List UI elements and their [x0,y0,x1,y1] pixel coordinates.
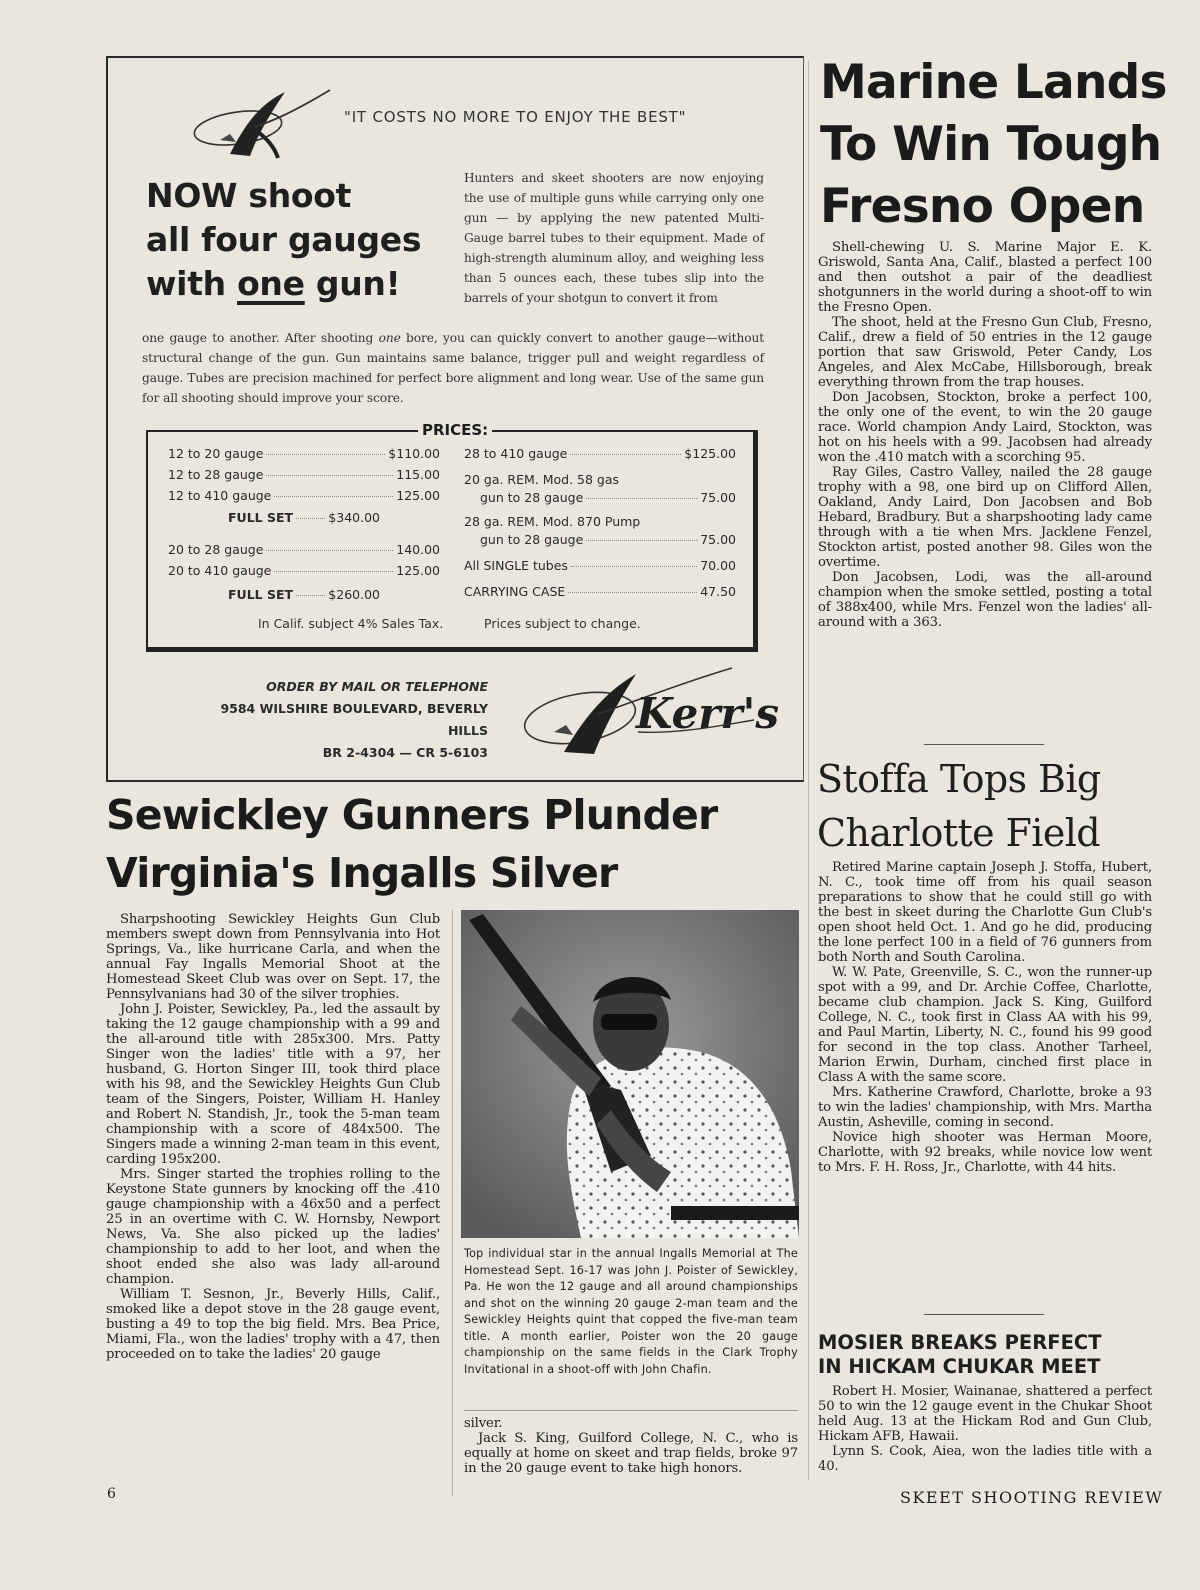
price-label: All SINGLE tubes [464,558,568,573]
ad-intro-text: Hunters and skeet shooters are now enjoying the use of multiple guns while carrying only one gun — by applying the new patented Multi-Gauge barrel tubes to their equipment. Made of high-strength aluminum alloy, and weighing less than 5 ounces each, these tubes slip into the barrels of your shotgun to convert it from [464,171,764,305]
paragraph: Retired Marine captain Joseph J. Stoffa, Hubert, N. C., took time off from his quail season preparations to show that he could still go with the best in skeet during the Charlotte Gun Club's open shoot held Oct. 1. And go he did, producing the lone perfect 100 in a field of 76 gunners from both North and South Carolina. [818,860,1152,965]
ad-headline [146,174,421,306]
logo-wordmark: Kerr's [636,689,780,738]
price-value: 125.00 [396,563,440,578]
price-value: 115.00 [396,467,440,482]
price-row [168,563,440,578]
ad-headline-line: NOW shoot [146,176,352,215]
column-divider [808,60,809,1480]
price-value: 70.00 [700,558,736,573]
price-value: 75.00 [700,532,736,547]
paragraph: Don Jacobsen, Lodi, was the all-around champion when the smoke settled, posting a total of 388x400, while Mrs. Fenzel won the ladies' all-around with a 363. [818,570,1152,630]
ad-body-emphasis: one [378,331,401,345]
page-number: 6 [107,1486,116,1502]
price-row [464,558,736,573]
price-label: 12 to 20 gauge [168,446,264,461]
headline-line: MOSIER BREAKS PERFECT [818,1331,1102,1354]
price-value: 47.50 [700,584,736,599]
headline-line: Fresno Open [820,179,1145,234]
paragraph: Lynn S. Cook, Aiea, won the ladies title with a 40. [818,1444,1152,1474]
price-value: $125.00 [684,446,736,461]
ad-body-fragment: bore, you can quickly convert to another gauge—without structural change of the gun. Gun maintains same balance, trigger pull and weight regardless of gauge. Tubes are precision machined for perfect bore alignment and long wear. Use of the same gun for all shooting should improve your score. [142,331,764,405]
paragraph: Robert H. Mosier, Wainanae, shattered a perfect 50 to win the 12 gauge event in the Chukar Shoot held Aug. 13 at the Hickam Rod and Gun Club, Hickam AFB, Hawaii. [818,1384,1152,1444]
price-value: 125.00 [396,488,440,503]
price-value: 140.00 [396,542,440,557]
stoffa-article-body [818,860,1152,1175]
headline-fragment: gun! [304,264,401,303]
ad-headline-line: all four gauges [146,220,422,259]
paragraph: Don Jacobsen, Stockton, broke a perfect 100, the only one of the event, to win the 20 gauge race. World champion Andy Laird, Stockton, was hot on his heels with a 99. Jacobsen had already won the .410 match with a scorching 95. [818,390,1152,465]
price-label: 12 to 28 gauge [168,467,264,482]
price-row [168,488,440,503]
price-value: 75.00 [700,490,736,505]
headline-fragment: with [146,264,238,303]
ad-body-text [142,328,764,408]
price-label: 20 ga. REM. Mod. 58 gas [464,472,620,487]
sewickley-article-continuation [464,1416,798,1476]
article-separator [924,744,1044,745]
order-phones: BR 2-4304 — CR 5-6103 [322,745,488,760]
order-address: 9584 WILSHIRE BOULEVARD, BEVERLY HILLS [220,701,488,738]
mosier-headline [818,1331,1148,1379]
shooter-photo [461,910,799,1238]
price-label: 28 to 410 gauge [464,446,568,461]
headline-underlined-word: one [237,264,305,303]
price-row-label-line [464,472,736,487]
order-info [188,676,488,764]
price-label: gun to 28 gauge [480,532,584,547]
price-value: $340.00 [328,510,380,525]
tax-note: In Calif. subject 4% Sales Tax. [258,616,444,631]
ad-tagline: "IT COSTS NO MORE TO ENJOY THE BEST" [344,108,687,126]
price-row [168,467,440,482]
headline-line: Virginia's Ingalls Silver [106,849,618,897]
paragraph: Mrs. Katherine Crawford, Charlotte, broke a 93 to win the ladies' championship, with Mrs. Martha Austin, Asheville, coming in second. [818,1085,1152,1130]
price-label: FULL SET [228,587,294,602]
paragraph: W. W. Pate, Greenville, S. C., won the runner-up spot with a 99, and Dr. Archie Coffee, Charlotte, became club champion. Jack S. King, Guilford College, N. C., took first in Class AA with his 99, and Paul Martin, Liberty, N. C., found his 99 good for second in the top class. Another Tarheel, Marion Erwin, Durham, cinched first place in Class A with the same score. [818,965,1152,1085]
caption-separator [464,1410,798,1411]
price-label: FULL SET [228,510,294,525]
mosier-article-body [818,1384,1152,1474]
ad-headline-line [146,262,421,306]
kerrs-script-logo [518,662,780,758]
sewickley-article-body [106,912,440,1362]
price-row [480,532,736,547]
price-change-note: Prices subject to change. [484,616,641,631]
continued-word: silver. [464,1416,503,1431]
price-row [168,542,440,557]
price-value: $260.00 [328,587,380,602]
column-divider [452,910,453,1496]
price-label: CARRYING CASE [464,584,566,599]
headline-line: Sewickley Gunners Plunder [106,791,718,839]
paragraph: Ray Giles, Castro Valley, nailed the 28 gauge trophy with a 98, one bird up on Clifford Allen, Oakland, Andy Laird, Don Jacobsen and Bob Hebard, Bradbury. But a sharpshooting lady came through with a tie when Mrs. Jacklene Fenzel, Stockton artist, posted another 98. Giles won the overtime. [818,465,1152,570]
headline-line: Charlotte Field [817,811,1100,855]
price-value: $110.00 [388,446,440,461]
price-label: 20 to 410 gauge [168,563,272,578]
paragraph: Shell-chewing U. S. Marine Major E. K. Griswold, Santa Ana, Calif., blasted a perfect 100 and then outshot a pair of the deadliest shotgunners in the world during a shoot-off to win the Fresno Open. [818,240,1152,315]
paragraph: The shoot, held at the Fresno Gun Club, Fresno, Calif., drew a field of 50 entries in the 12 gauge portion that saw Griswold, Peter Candy, Los Angeles, and Alex McCabe, Hillsborough, break everything thrown from the trap houses. [818,315,1152,390]
paragraph: Sharpshooting Sewickley Heights Gun Club members swept down from Pennsylvania into Hot Springs, Va., like hurricane Carla, and when the annual Fay Ingalls Memorial Shoot at the Homestead Skeet Club was over on Sept. 17, the Pennsylvanians had 30 of the silver trophies. [106,912,440,1002]
price-label: gun to 28 gauge [480,490,584,505]
marine-headline [820,52,1180,238]
headline-line: Stoffa Tops Big [817,757,1101,801]
paragraph: William T. Sesnon, Jr., Beverly Hills, Calif., smoked like a depot stove in the 28 gauge event, busting a 49 to top the big field. Mrs. Bea Price, Miami, Fla., won the ladies' trophy with a 47, then proceeded on to take the ladies' 20 gauge [106,1287,440,1362]
headline-line: IN HICKAM CHUKAR MEET [818,1355,1101,1378]
price-label: 20 to 28 gauge [168,542,264,557]
ad-body-fragment: one gauge to another. After shooting [142,331,379,345]
paragraph: Jack S. King, Guilford College, N. C., who is equally at home on skeet and trap fields, broke 97 in the 20 gauge event to take high honors. [464,1431,798,1476]
prices-table [146,421,758,652]
price-label: 28 ga. REM. Mod. 870 Pump [464,514,641,529]
price-row [168,446,440,461]
article-separator [924,1314,1044,1315]
price-row [480,490,736,505]
price-row-label-line [464,514,736,529]
sewickley-headline [106,786,806,902]
paragraph: Novice high shooter was Herman Moore, Charlotte, with 92 breaks, while novice low went to Mrs. F. H. Ross, Jr., Charlotte, with 44 hits. [818,1130,1152,1175]
price-row [464,446,736,461]
paragraph: John J. Poister, Sewickley, Pa., led the assault by taking the 12 gauge championship with a 99 and the all-around title with 285x300. Mrs. Patty Singer won the ladies' title with a 97, her husband, G. Horton Singer III, took third place with his 98, and the Sewickley Heights Gun Club team of the Singers, Poister, William H. Hanley and Robert N. Standish, Jr., took the 5-man team championship with a score of 484x500. The Singers made a winning 2-man team in this event, carding 195x200. [106,1002,440,1167]
paragraph: Mrs. Singer started the trophies rolling to the Keystone State gunners by knocking off the .410 gauge championship with a 46x50 and a perfect 25 in an overtime with C. W. Hornsby, Newport News, Va. She also picked up the ladies' championship to add to her loot, and when the shoot ended she also was lady all-around champion. [106,1167,440,1287]
headline-line: To Win Tough [820,117,1162,172]
price-label: 12 to 410 gauge [168,488,272,503]
stoffa-headline [817,752,1157,860]
publication-name: SKEET SHOOTING REVIEW [900,1488,1164,1507]
prices-title: PRICES: [418,421,492,439]
price-row-total [228,587,380,602]
marine-article-body [818,240,1152,630]
price-row-total [228,510,380,525]
photo-caption: Top individual star in the annual Ingalls Memorial at The Homestead Sept. 16-17 was John J. Poister of Sewickley, Pa. He won the 12 gauge and all around championships and shot on the winning 20 gauge 2-man team and the Sewickley Heights quint that copped the five-man team title. A month earlier, Poister won the 20 gauge championship on the same fields in the Clark Trophy Invitational in a shoot-off with John Chafin. [464,1247,798,1376]
headline-line: Marine Lands [820,55,1167,110]
price-row [464,584,736,599]
advertisement [106,56,804,782]
kerrs-monogram-logo [190,84,340,164]
order-line: ORDER BY MAIL OR TELEPHONE [266,679,488,694]
